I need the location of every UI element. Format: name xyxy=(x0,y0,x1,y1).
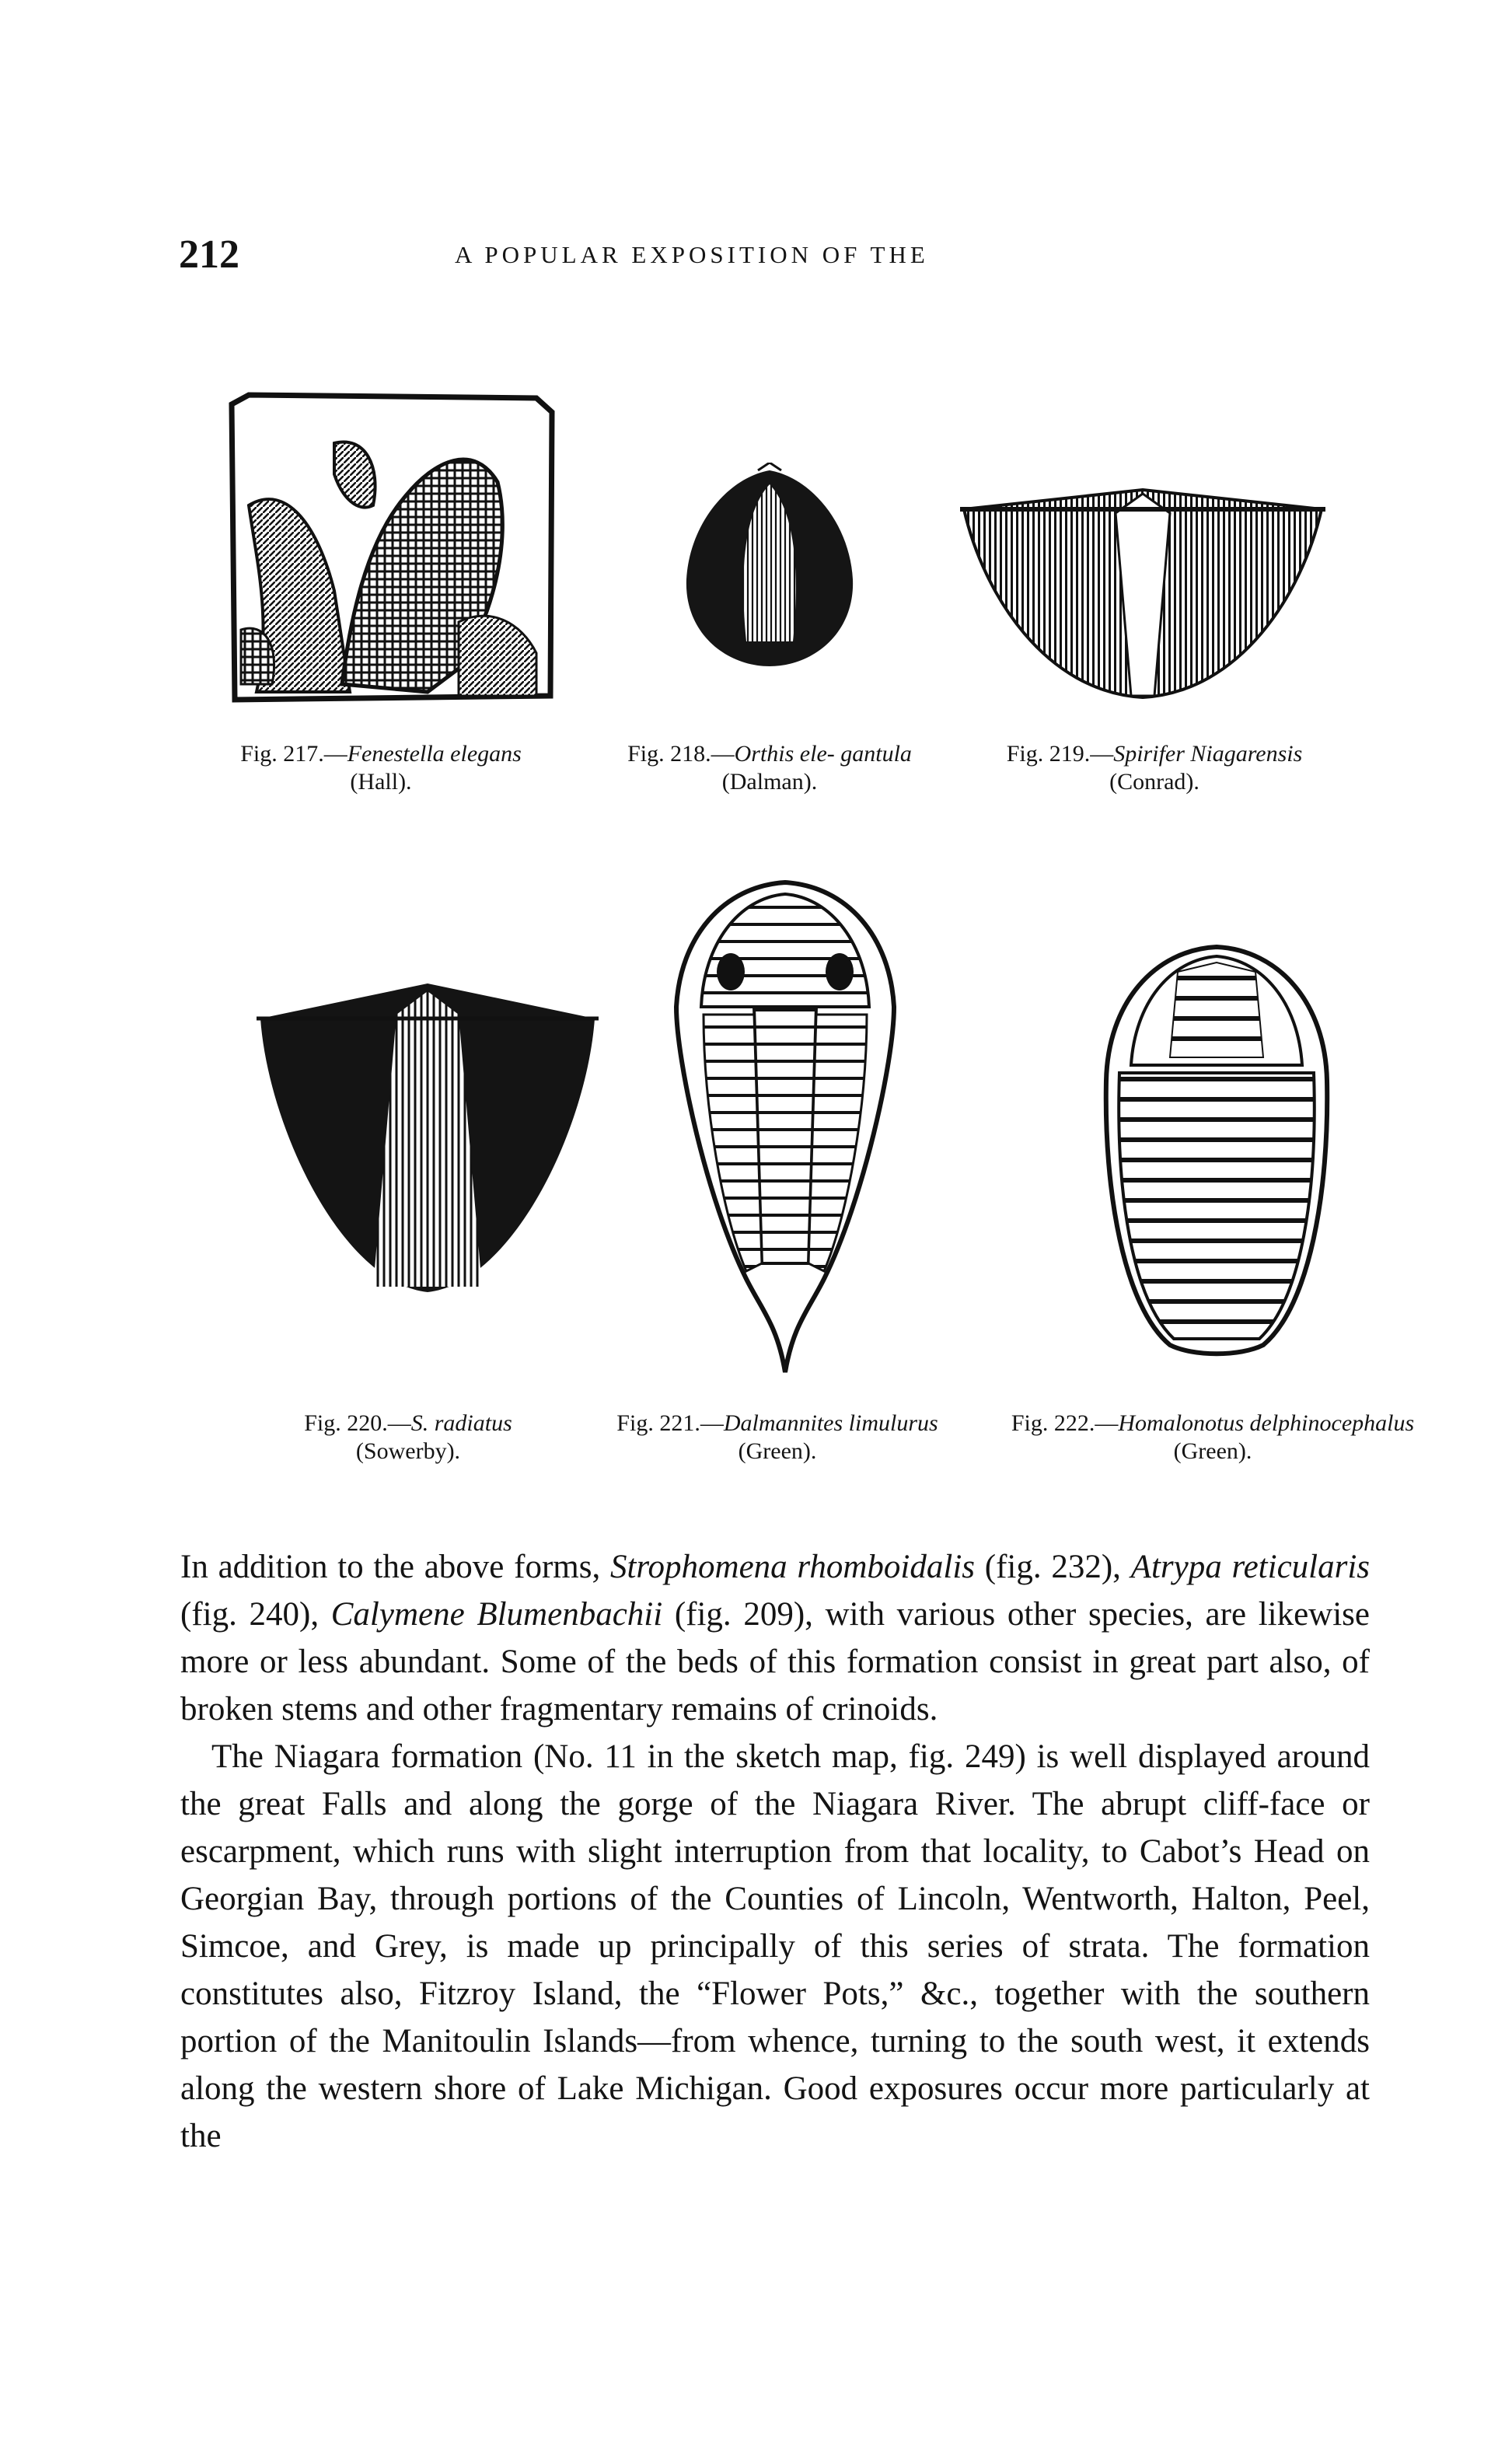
figure-221-caption: Fig. 221.—Dalmannites limulurus (Green). xyxy=(616,1410,938,1464)
figure-217-illustration xyxy=(225,389,560,715)
body-text xyxy=(180,1543,1370,2160)
figure-221-illustration xyxy=(661,875,910,1388)
homalonotus-trilobite-icon xyxy=(1092,941,1341,1361)
spirifer-brachiopod-icon xyxy=(960,478,1325,704)
dalmannites-trilobite-icon xyxy=(661,875,910,1388)
figure-219-illustration xyxy=(960,478,1325,704)
page-number: 212 xyxy=(179,232,239,277)
figure-222-caption: Fig. 222.—Homalonotus delphinocephalus (Green). xyxy=(1011,1410,1415,1464)
figure-219-caption: Fig. 219.—Spirifer Niagarensis (Conrad). xyxy=(1006,741,1303,795)
spirifer-radiatus-icon xyxy=(257,972,599,1298)
figure-218-illustration xyxy=(680,463,859,673)
orthis-brachiopod-icon xyxy=(680,463,859,673)
paragraph-1: In addition to the above forms, Strophomena rhomboidalis (fig. 232), Atrypa reticularis (fig. 240), Calymene Blumenbachii (fig. 209), with various other species, are likewise more or less abundant. Some of the beds of this formation consist in great part also, of broken stems and other fragmentary remains of crinoids. xyxy=(180,1549,1371,1728)
running-head: A POPULAR EXPOSITION OF THE xyxy=(455,241,929,268)
figure-218-caption: Fig. 218.—Orthis ele- gantula (Dalman). xyxy=(627,741,912,795)
fenestella-fossil-icon xyxy=(225,389,560,715)
figure-220-illustration xyxy=(257,972,599,1298)
figure-217-caption: Fig. 217.—Fenestella elegans (Hall). xyxy=(240,741,522,795)
page-header xyxy=(179,232,1376,286)
paragraph-2: The Niagara formation (No. 11 in the sketch map, fig. 249) is well displayed around the great Falls and along the gorge of the Niagara River. The abrupt cliff-face or escarpment, which runs with slight interruption from that locality, to Cabot’s Head on Georgian Bay, through portions of the Counties of Lincoln, Wentworth, Halton, Peel, Simcoe, and Grey, is made up principally of this series of strata. The formation constitutes also, Fitzroy Island, the “Flower Pots,” &c., together with the southern portion of the Manitoulin Islands—from whence, turning to the south west, it extends along the western shore of Lake Michigan. Good exposures occur more particularly at the xyxy=(180,1738,1370,2154)
figure-222-illustration xyxy=(1092,941,1341,1361)
figure-220-caption: Fig. 220.—S. radiatus (Sowerby). xyxy=(304,1410,512,1464)
